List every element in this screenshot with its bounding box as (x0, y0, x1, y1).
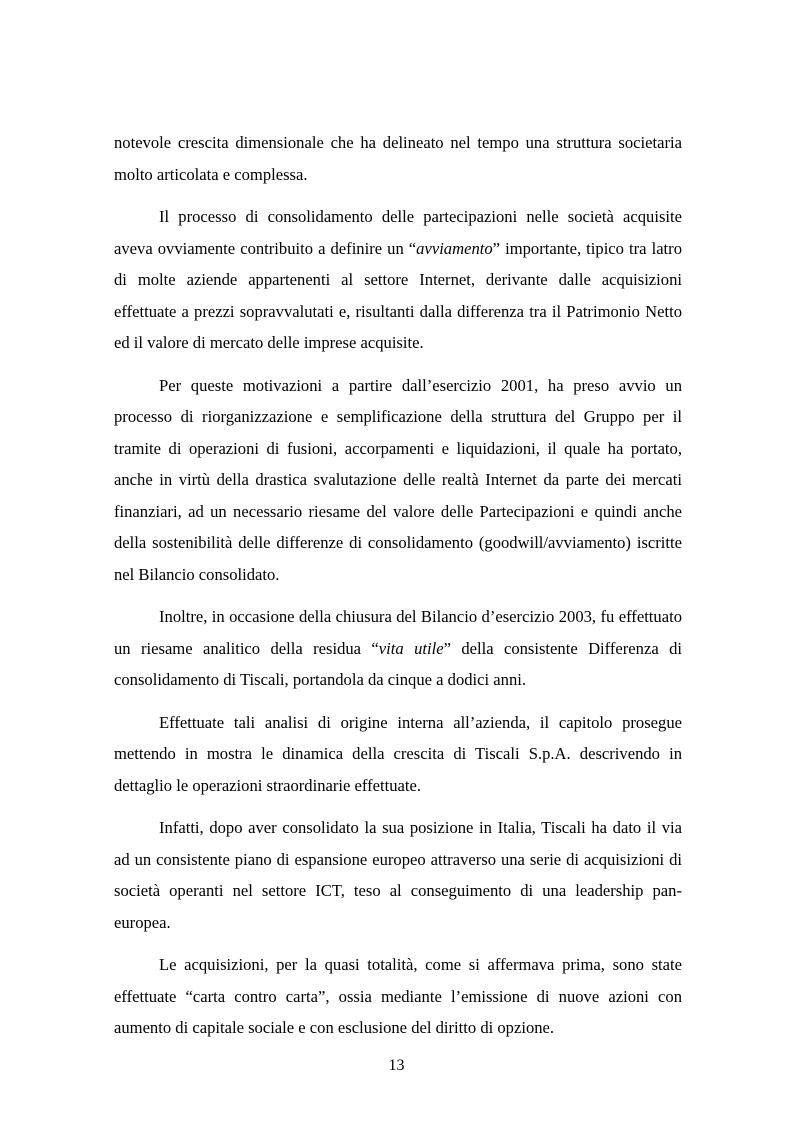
body-text (114, 127, 682, 1055)
paragraph-text: Il processo di consolidamento delle partecipazioni nelle società acquisite aveva ovviamente contribuito a definire un “ (114, 207, 682, 258)
paragraph-acquisizioni (114, 949, 682, 1044)
page-number: 13 (388, 1057, 405, 1074)
paragraph-text: ” della consistente Differenza di consolidamento di Tiscali, portandola da cinque a dodici anni. (114, 638, 682, 689)
paragraph-text: notevole crescita dimensionale che ha delineato nel tempo una struttura societaria molto articolata e complessa. (114, 133, 682, 184)
paragraph-text: Per queste motivazioni a partire dall’esercizio 2001, ha preso avvio un processo di riorganizzazione e semplificazione della struttura del Gruppo per il tramite di operazioni di fusioni, accorpamenti e liquidazioni, il quale ha portato, anche in virtù della drastica svalutazione delle realtà Internet da parte dei mercati finanziari, ad un necessario riesame del valore delle Partecipazioni e quindi anche della sostenibilità delle differenze di consolidamento (goodwill/avviamento) iscritte nel Bilancio consolidato. (114, 375, 682, 584)
paragraph-analisi (114, 707, 682, 802)
paragraph-continuation (114, 127, 682, 190)
paragraph-text: Effettuate tali analisi di origine interna all’azienda, il capitolo prosegue mettendo in mostra le dinamica della crescita di Tiscali S.p.A. descrivendo in dettaglio le operazioni straordinarie effettuate. (114, 712, 682, 795)
paragraph-text: Le acquisizioni, per la quasi totalità, come si affermava prima, sono state effettuate “carta contro carta”, ossia mediante l’emissione di nuove azioni con aumento di capitale sociale e con esclusione del diritto di opzione. (114, 955, 682, 1037)
paragraph-espansione (114, 812, 682, 938)
paragraph-text: ” importante, tipico tra latro di molte aziende appartenenti al settore Internet, derivante dalle acquisizioni effettuate a prezzi sopravvalutati e, risultanti dalla differenza tra il Patrimonio Netto ed il valore di mercato delle imprese acquisite. (114, 238, 682, 352)
paragraph-text: Inoltre, in occasione della chiusura del Bilancio d’esercizio 2003, fu effettuato un riesame analitico della residua “ (114, 607, 682, 658)
paragraph-consolidamento (114, 201, 682, 359)
paragraph-motivazioni (114, 370, 682, 591)
paragraph-text: Infatti, dopo aver consolidato la sua posizione in Italia, Tiscali ha dato il via ad un consistente piano di espansione europeo attraverso una serie di acquisizioni di società operanti nel settore ICT, teso al conseguimento di una leadership pan-europea. (114, 818, 682, 932)
italic-term-vita-utile: vita utile (378, 638, 444, 658)
italic-term-avviamento: avviamento (416, 238, 493, 258)
paragraph-inoltre (114, 601, 682, 696)
